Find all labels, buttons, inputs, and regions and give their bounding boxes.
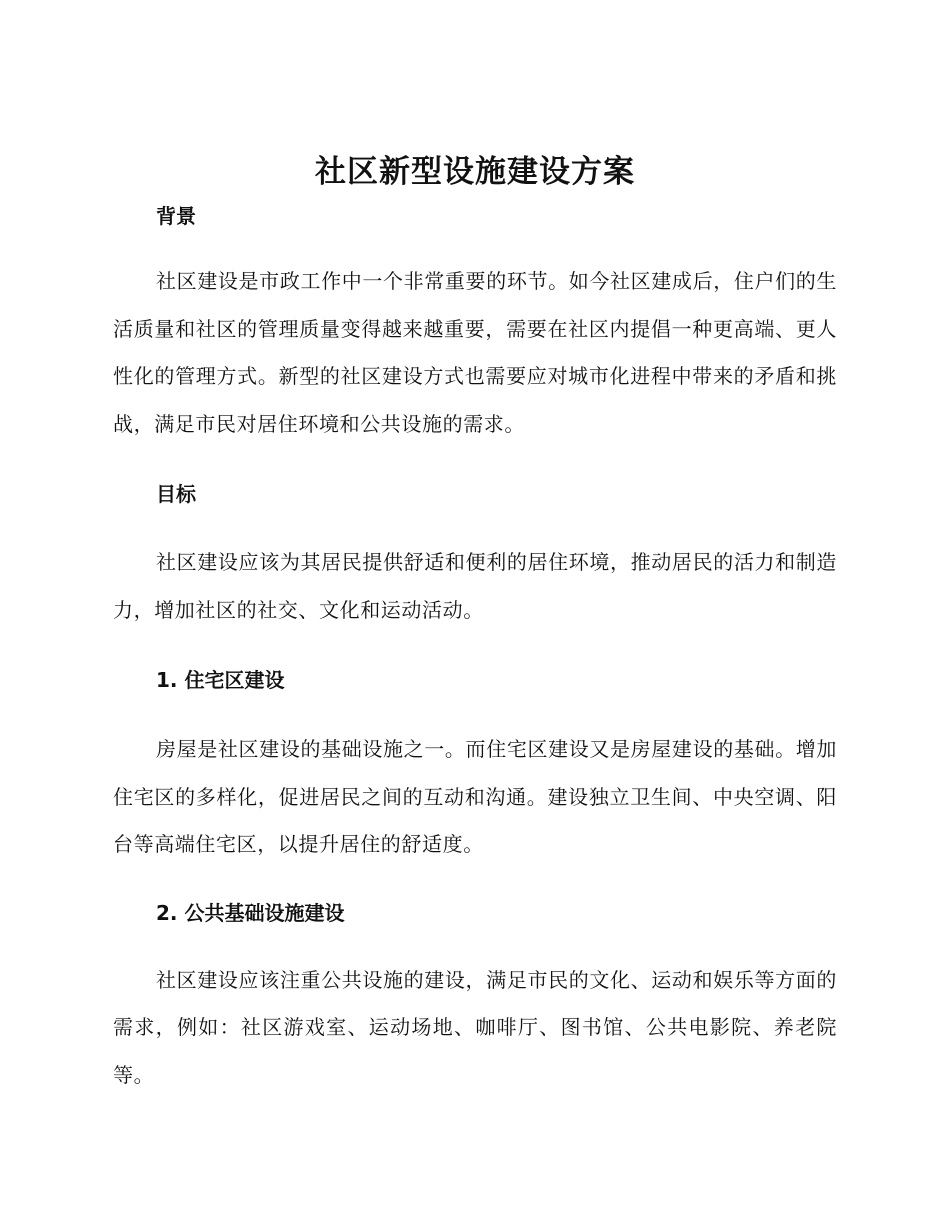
- section-heading-public-infrastructure: 2. 公共基础设施建设: [156, 900, 345, 925]
- section-heading-goal: 目标: [156, 482, 196, 506]
- section-body-public-infrastructure: 社区建设应该注重公共设施的建设，满足市民的文化、运动和娱乐等方面的需求，例如：社区游戏室、运动场地、咖啡厅、图书馆、公共电影院、养老院等。: [113, 967, 837, 1087]
- section-heading-residential-construction: 1. 住宅区建设: [156, 668, 285, 692]
- section-body-background: 社区建设是市政工作中一个非常重要的环节。如今社区建成后，住户们的生活质量和社区的管理质量变得越来越重要，需要在社区内提倡一种更高端、更人性化的管理方式。新型的社区建设方式也需要应对城市化进程中带来的矛盾和挑战，满足市民对居住环境和公共设施的需求。: [113, 269, 837, 436]
- section-body-goal: 社区建设应该为其居民提供舒适和便利的居住环境，推动居民的活力和制造力，增加社区的社交、文化和运动活动。: [113, 550, 837, 622]
- section-heading-background: 背景: [156, 204, 196, 228]
- section-body-residential-construction: 房屋是社区建设的基础设施之一。而住宅区建设又是房屋建设的基础。增加住宅区的多样化，促进居民之间的互动和沟通。建设独立卫生间、中央空调、阳台等高端住宅区，以提升居住的舒适度。: [113, 737, 837, 856]
- document-title: 社区新型设施建设方案: [315, 154, 635, 190]
